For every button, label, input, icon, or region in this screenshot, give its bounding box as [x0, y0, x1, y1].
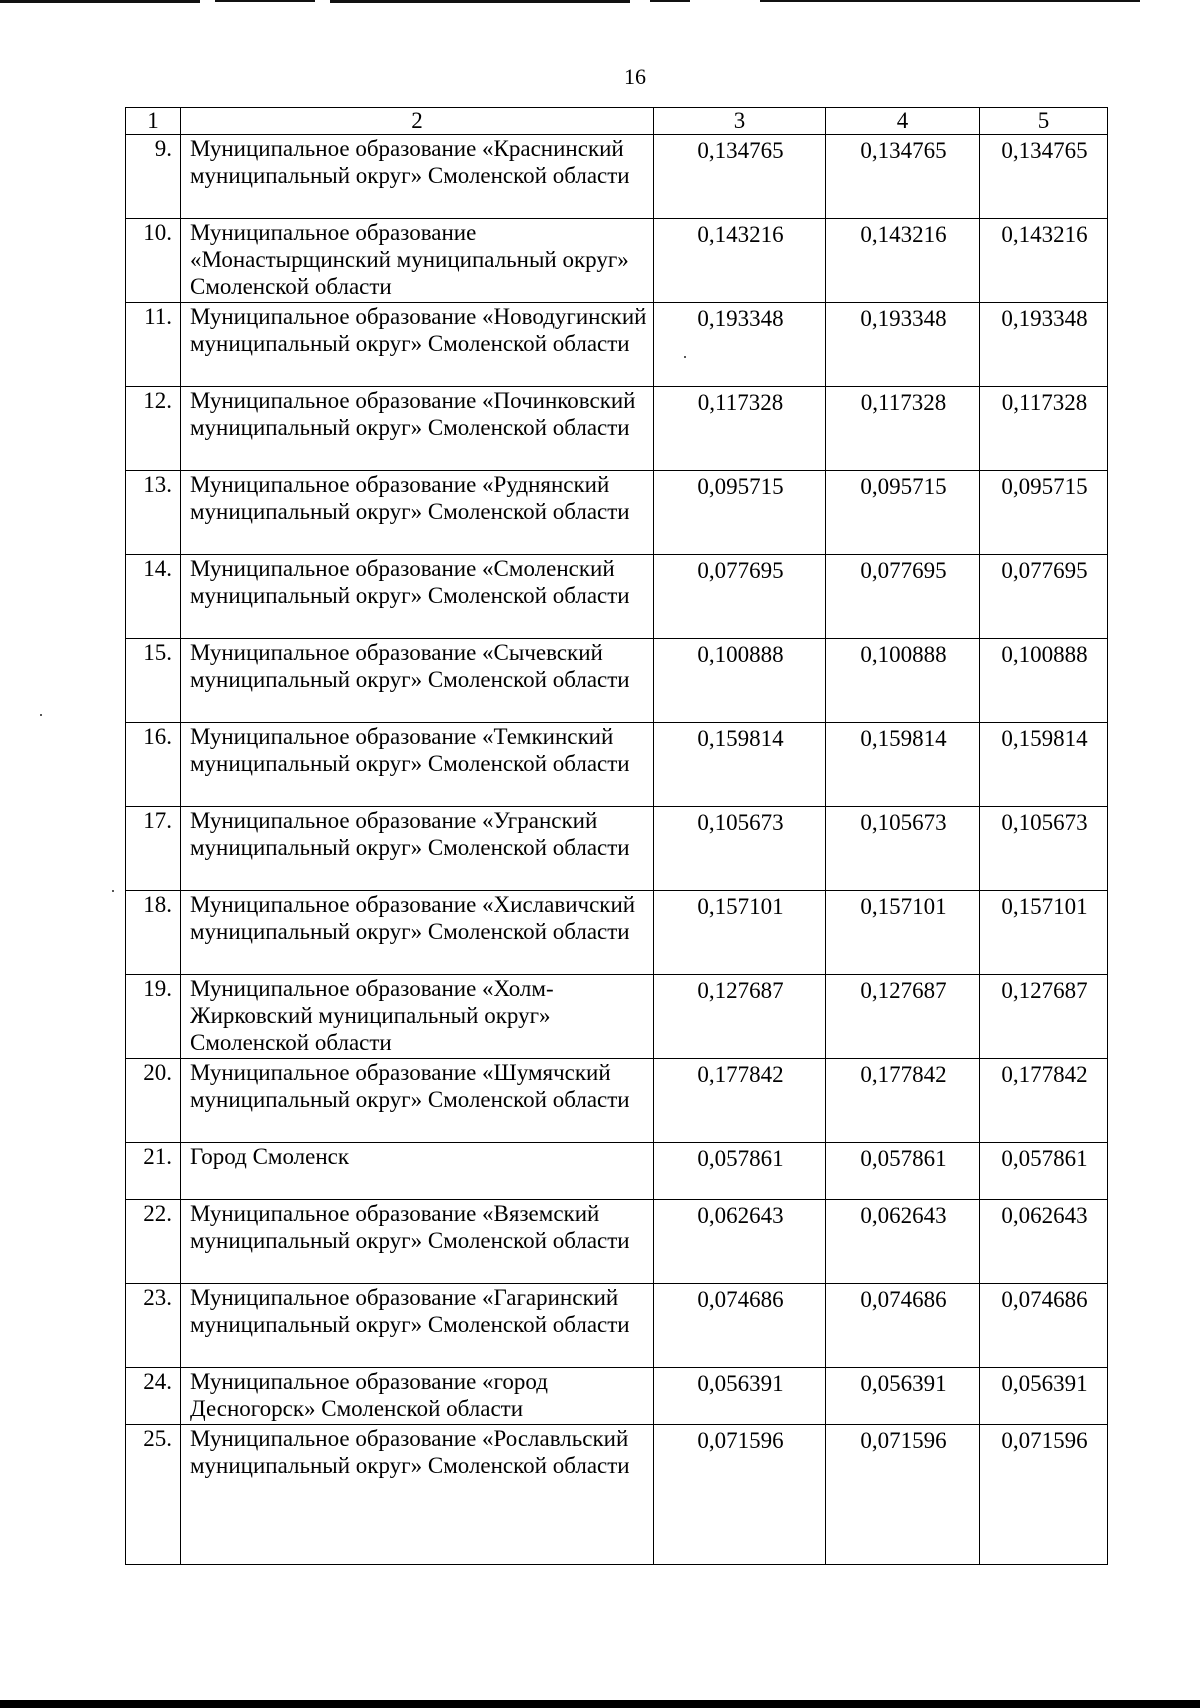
value-col-4: 0,157101 — [826, 891, 980, 975]
value-col-4: 0,077695 — [826, 555, 980, 639]
column-header: 5 — [980, 108, 1108, 135]
table-row — [126, 219, 1108, 303]
row-number: 16. — [126, 723, 181, 807]
scan-speck — [40, 714, 42, 716]
municipality-name: Муниципальное образование «Монастырщинский муниципальный округ» Смоленской области — [181, 219, 654, 303]
row-number: 24. — [126, 1368, 181, 1425]
value-col-4: 0,062643 — [826, 1200, 980, 1284]
value-col-3: 0,095715 — [654, 471, 826, 555]
value-col-3: 0,117328 — [654, 387, 826, 471]
value-col-5: 0,074686 — [980, 1284, 1108, 1368]
value-col-3: 0,062643 — [654, 1200, 826, 1284]
municipality-name: Муниципальное образование «Темкинский муниципальный округ» Смоленской области — [181, 723, 654, 807]
scan-speck — [112, 890, 114, 892]
value-col-5: 0,077695 — [980, 555, 1108, 639]
column-header: 1 — [126, 108, 181, 135]
value-col-3: 0,074686 — [654, 1284, 826, 1368]
row-number: 23. — [126, 1284, 181, 1368]
municipality-name: Муниципальное образование «Смоленский муниципальный округ» Смоленской области — [181, 555, 654, 639]
value-col-3: 0,056391 — [654, 1368, 826, 1425]
table-header-row — [126, 108, 1108, 135]
scan-edge-bottom — [0, 1700, 1200, 1708]
value-col-3: 0,143216 — [654, 219, 826, 303]
value-col-3: 0,100888 — [654, 639, 826, 723]
row-number: 21. — [126, 1143, 181, 1200]
value-col-3: 0,157101 — [654, 891, 826, 975]
table-row — [126, 639, 1108, 723]
municipality-name: Муниципальное образование «Руднянский муниципальный округ» Смоленской области — [181, 471, 654, 555]
value-col-4: 0,117328 — [826, 387, 980, 471]
value-col-4: 0,134765 — [826, 135, 980, 219]
row-number: 20. — [126, 1059, 181, 1143]
table-row — [126, 723, 1108, 807]
table-row — [126, 1284, 1108, 1368]
row-number: 19. — [126, 975, 181, 1059]
value-col-3: 0,177842 — [654, 1059, 826, 1143]
row-number: 15. — [126, 639, 181, 723]
value-col-5: 0,071596 — [980, 1425, 1108, 1565]
value-col-5: 0,177842 — [980, 1059, 1108, 1143]
value-col-4: 0,143216 — [826, 219, 980, 303]
row-number: 11. — [126, 303, 181, 387]
municipality-name: Муниципальное образование «Краснинский муниципальный округ» Смоленской области — [181, 135, 654, 219]
table-row — [126, 135, 1108, 219]
value-col-5: 0,056391 — [980, 1368, 1108, 1425]
column-header: 4 — [826, 108, 980, 135]
value-col-5: 0,095715 — [980, 471, 1108, 555]
municipality-name: Муниципальное образование «Сычевский муниципальный округ» Смоленской области — [181, 639, 654, 723]
value-col-5: 0,157101 — [980, 891, 1108, 975]
row-number: 12. — [126, 387, 181, 471]
table-row — [126, 1059, 1108, 1143]
value-col-4: 0,105673 — [826, 807, 980, 891]
row-number: 14. — [126, 555, 181, 639]
column-header: 3 — [654, 108, 826, 135]
value-col-4: 0,074686 — [826, 1284, 980, 1368]
table-row — [126, 303, 1108, 387]
value-col-3: 0,071596 — [654, 1425, 826, 1565]
scan-edge-top — [0, 0, 1200, 8]
municipality-name: Муниципальное образование «Хиславичский муниципальный округ» Смоленской области — [181, 891, 654, 975]
value-col-4: 0,095715 — [826, 471, 980, 555]
coefficients-table — [125, 107, 1108, 1565]
row-number: 22. — [126, 1200, 181, 1284]
table-row — [126, 1368, 1108, 1425]
municipality-name: Муниципальное образование «Холм-Жирковский муниципальный округ» Смоленской области — [181, 975, 654, 1059]
row-number: 17. — [126, 807, 181, 891]
value-col-3: 0,077695 — [654, 555, 826, 639]
page-number: 16 — [624, 64, 646, 89]
municipality-name: Муниципальное образование «Новодугинский муниципальный округ» Смоленской области — [181, 303, 654, 387]
value-col-5: 0,062643 — [980, 1200, 1108, 1284]
value-col-4: 0,057861 — [826, 1143, 980, 1200]
table-row — [126, 555, 1108, 639]
table-row — [126, 1200, 1108, 1284]
value-col-5: 0,117328 — [980, 387, 1108, 471]
table-row — [126, 891, 1108, 975]
value-col-5: 0,159814 — [980, 723, 1108, 807]
value-col-5: 0,143216 — [980, 219, 1108, 303]
row-number: 18. — [126, 891, 181, 975]
value-col-5: 0,193348 — [980, 303, 1108, 387]
row-number: 13. — [126, 471, 181, 555]
value-col-4: 0,177842 — [826, 1059, 980, 1143]
value-col-4: 0,100888 — [826, 639, 980, 723]
table-row — [126, 807, 1108, 891]
value-col-5: 0,100888 — [980, 639, 1108, 723]
value-col-3: 0,159814 — [654, 723, 826, 807]
table-row — [126, 1143, 1108, 1200]
municipality-name: Муниципальное образование «Шумячский муниципальный округ» Смоленской области — [181, 1059, 654, 1143]
value-col-5: 0,057861 — [980, 1143, 1108, 1200]
value-col-3: 0,127687 — [654, 975, 826, 1059]
value-col-5: 0,134765 — [980, 135, 1108, 219]
value-col-5: 0,127687 — [980, 975, 1108, 1059]
row-number: 25. — [126, 1425, 181, 1565]
value-col-3: 0,193348 — [654, 303, 826, 387]
municipality-name: Муниципальное образование «Вяземский муниципальный округ» Смоленской области — [181, 1200, 654, 1284]
municipality-name: Муниципальное образование «Рославльский муниципальный округ» Смоленской области — [181, 1425, 654, 1565]
municipality-name: Муниципальное образование «Гагаринский муниципальный округ» Смоленской области — [181, 1284, 654, 1368]
table-row — [126, 387, 1108, 471]
row-number: 10. — [126, 219, 181, 303]
municipality-name: Муниципальное образование «город Десногорск» Смоленской области — [181, 1368, 654, 1425]
value-col-4: 0,071596 — [826, 1425, 980, 1565]
column-header: 2 — [181, 108, 654, 135]
value-col-4: 0,193348 — [826, 303, 980, 387]
value-col-4: 0,056391 — [826, 1368, 980, 1425]
value-col-5: 0,105673 — [980, 807, 1108, 891]
value-col-3: 0,134765 — [654, 135, 826, 219]
value-col-3: 0,105673 — [654, 807, 826, 891]
municipality-name: Муниципальное образование «Угранский муниципальный округ» Смоленской области — [181, 807, 654, 891]
value-col-4: 0,159814 — [826, 723, 980, 807]
value-col-3: 0,057861 — [654, 1143, 826, 1200]
table-row — [126, 1425, 1108, 1565]
table-row — [126, 471, 1108, 555]
municipality-name: Муниципальное образование «Починковский муниципальный округ» Смоленской области — [181, 387, 654, 471]
value-col-4: 0,127687 — [826, 975, 980, 1059]
table-row — [126, 975, 1108, 1059]
row-number: 9. — [126, 135, 181, 219]
municipality-name: Город Смоленск — [181, 1143, 654, 1200]
